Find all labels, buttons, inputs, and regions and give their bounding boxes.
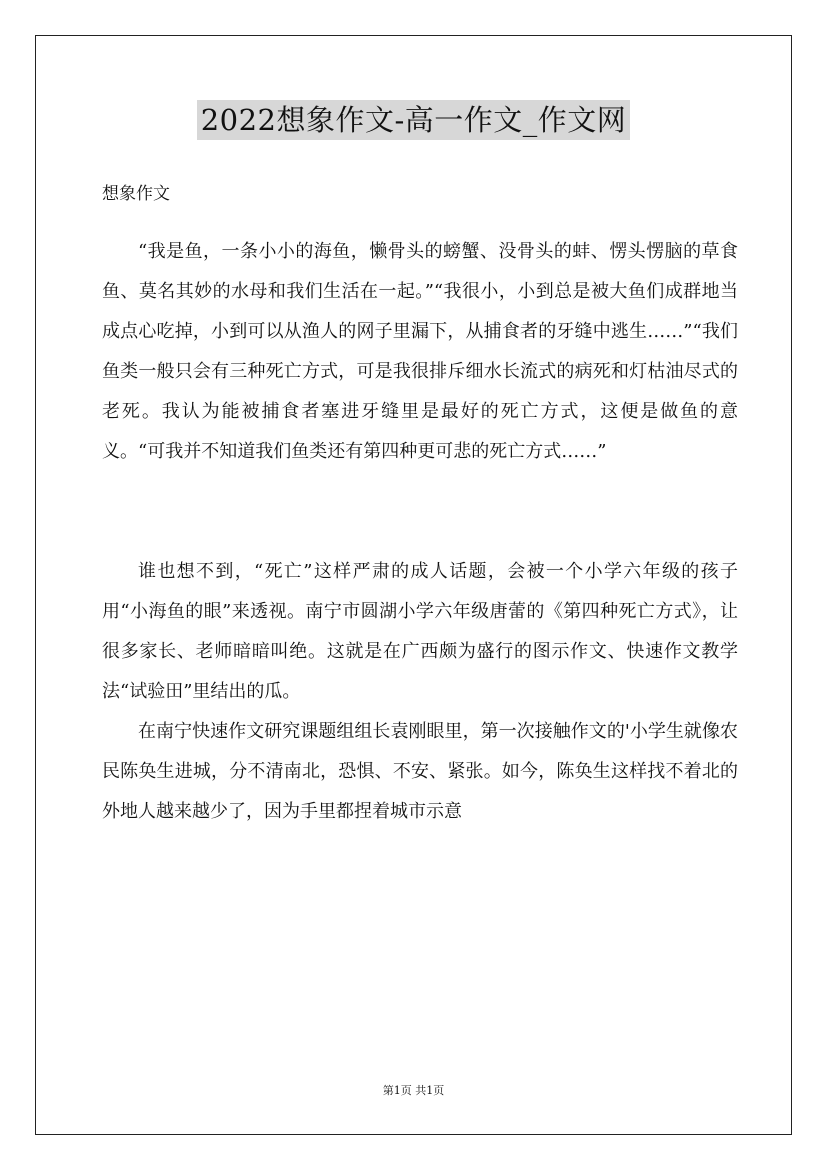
paragraph: 谁也想不到，“死亡”这样严肃的成人话题，会被一个小学六年级的孩子用“小海鱼的眼”来透视。南宁市圆湖小学六年级唐蕾的《第四种死亡方式》，让很多家长、老师暗暗叫绝。这就是在广西颇为盛行的图示作文、快速作文教学法“试验田”里结出的瓜。 [102,561,738,702]
paragraph: “我是鱼，一条小小的海鱼，懒骨头的螃蟹、没骨头的蚌、愣头愣脑的草食鱼、莫名其妙的水母和我们生活在一起。”“我很小，小到总是被大鱼们成群地当成点心吃掉，小到可以从渔人的网子里漏下，从捕食者的牙缝中逃生……”“我们鱼类一般只会有三种死亡方式，可是我很排斥细水长流式的病死和灯枯油尽式的老死。我认为能被捕食者塞进牙缝里是最好的死亡方式，这便是做鱼的意义。“可我并不知道我们鱼类还有第四种更可悲的死亡方式……” [102,241,738,462]
document-subtitle: 想象作文 [102,184,170,204]
paragraph: 在南宁快速作文研究课题组组长袁刚眼里，第一次接触作文的'小学生就像农民陈奂生进城，分不清南北，恐惧、不安、紧张。如今，陈奂生这样找不着北的外地人越来越少了，因为手里都捏着城市示意 [102,721,738,822]
document-body [102,232,738,832]
document-title: 2022想象作文-高一作文_作文网 [197,100,631,140]
title-container [0,100,827,140]
page-footer: 第1页 共1页 [382,1084,445,1097]
